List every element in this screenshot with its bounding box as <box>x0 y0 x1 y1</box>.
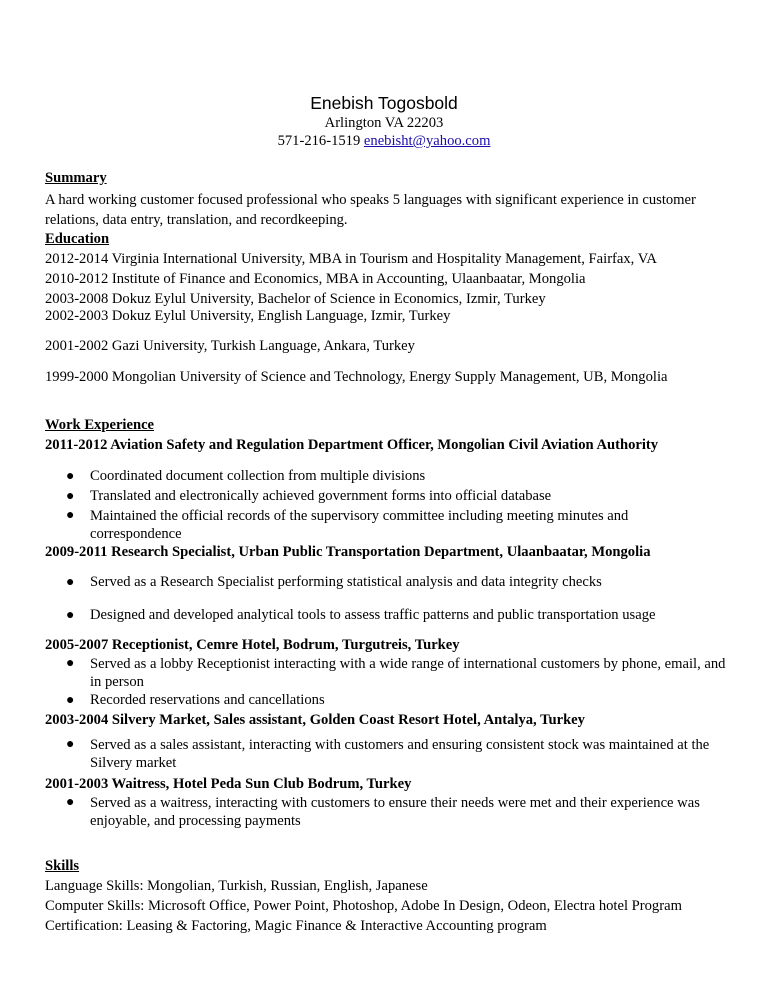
phone: 571-216-1519 <box>277 133 361 149</box>
skill-item: Certification: Leasing & Factoring, Magic Finance & Interactive Accounting program <box>45 918 547 934</box>
education-item: 1999-2000 Mongolian University of Science and Technology, Energy Supply Management, UB, Mongolia <box>45 369 668 385</box>
list-item: ● Translated and electronically achieved government forms into official database <box>66 488 552 504</box>
bullet-icon: ● <box>66 489 75 504</box>
job-title: 2011-2012 Aviation Safety and Regulation Department Officer, Mongolian Civil Aviation Authority <box>45 437 659 453</box>
skills-heading: Skills <box>45 858 80 874</box>
summary-heading: Summary <box>45 170 107 186</box>
skill-item: Language Skills: Mongolian, Turkish, Russian, English, Japanese <box>45 878 428 894</box>
bullet-icon: ● <box>66 508 75 523</box>
bullet-icon: ● <box>66 656 75 671</box>
list-item: ● Served as a sales assistant, interacting with customers and ensuring consistent stock was maintained at the Silvery market <box>66 737 710 771</box>
job-title: 2009-2011 Research Specialist, Urban Public Transportation Department, Ulaanbaatar, Mongolia <box>45 544 651 560</box>
email-link[interactable]: enebisht@yahoo.com <box>363 133 491 149</box>
candidate-name: Enebish Togosbold <box>310 93 458 113</box>
contact-line <box>0 132 768 150</box>
education-item: 2001-2002 Gazi University, Turkish Language, Ankara, Turkey <box>45 338 415 354</box>
bullet-icon: ● <box>66 608 75 623</box>
education-item: 2002-2003 Dokuz Eylul University, English Language, Izmir, Turkey <box>45 308 451 324</box>
education-heading: Education <box>45 231 110 247</box>
list-item: ● Maintained the official records of the supervisory committee including meeting minutes and correspondence <box>66 508 629 542</box>
bullet-icon: ● <box>66 693 75 708</box>
skill-item: Computer Skills: Microsoft Office, Power Point, Photoshop, Adobe In Design, Odeon, Electra hotel Program <box>45 898 682 914</box>
job-title: 2005-2007 Receptionist, Cemre Hotel, Bodrum, Turgutreis, Turkey <box>45 637 460 653</box>
education-item: 2012-2014 Virginia International University, MBA in Tourism and Hospitality Management, Fairfax, VA <box>45 251 657 267</box>
list-item: ● Served as a lobby Receptionist interacting with a wide range of international customers by phone, email, and in person <box>66 656 726 690</box>
bullet-icon: ● <box>66 575 75 590</box>
education-item: 2010-2012 Institute of Finance and Economics, MBA in Accounting, Ulaanbaatar, Mongolia <box>45 271 586 287</box>
summary-text: A hard working customer focused professional who speaks 5 languages with significant experience in customer relations, data entry, translation, and recordkeeping. <box>45 192 696 228</box>
list-item: ● Served as a waitress, interacting with customers to ensure their needs were met and their experience was enjoyable, and processing payments <box>66 795 700 829</box>
bullet-icon: ● <box>66 737 75 752</box>
job-title: 2003-2004 Silvery Market, Sales assistant, Golden Coast Resort Hotel, Antalya, Turkey <box>45 712 585 728</box>
list-item: ● Coordinated document collection from multiple divisions <box>66 468 426 484</box>
address: Arlington VA 22203 <box>324 115 444 131</box>
resume-header <box>0 92 768 150</box>
education-item: 2003-2008 Dokuz Eylul University, Bachelor of Science in Economics, Izmir, Turkey <box>45 291 546 307</box>
bullet-icon: ● <box>66 795 75 810</box>
list-item: ● Served as a Research Specialist performing statistical analysis and data integrity checks <box>66 574 602 590</box>
bullet-icon: ● <box>66 469 75 484</box>
list-item: ● Designed and developed analytical tools to assess traffic patterns and public transportation usage <box>66 607 656 623</box>
work-heading: Work Experience <box>45 417 155 433</box>
list-item: ● Recorded reservations and cancellations <box>66 692 325 708</box>
job-title: 2001-2003 Waitress, Hotel Peda Sun Club Bodrum, Turkey <box>45 776 412 792</box>
